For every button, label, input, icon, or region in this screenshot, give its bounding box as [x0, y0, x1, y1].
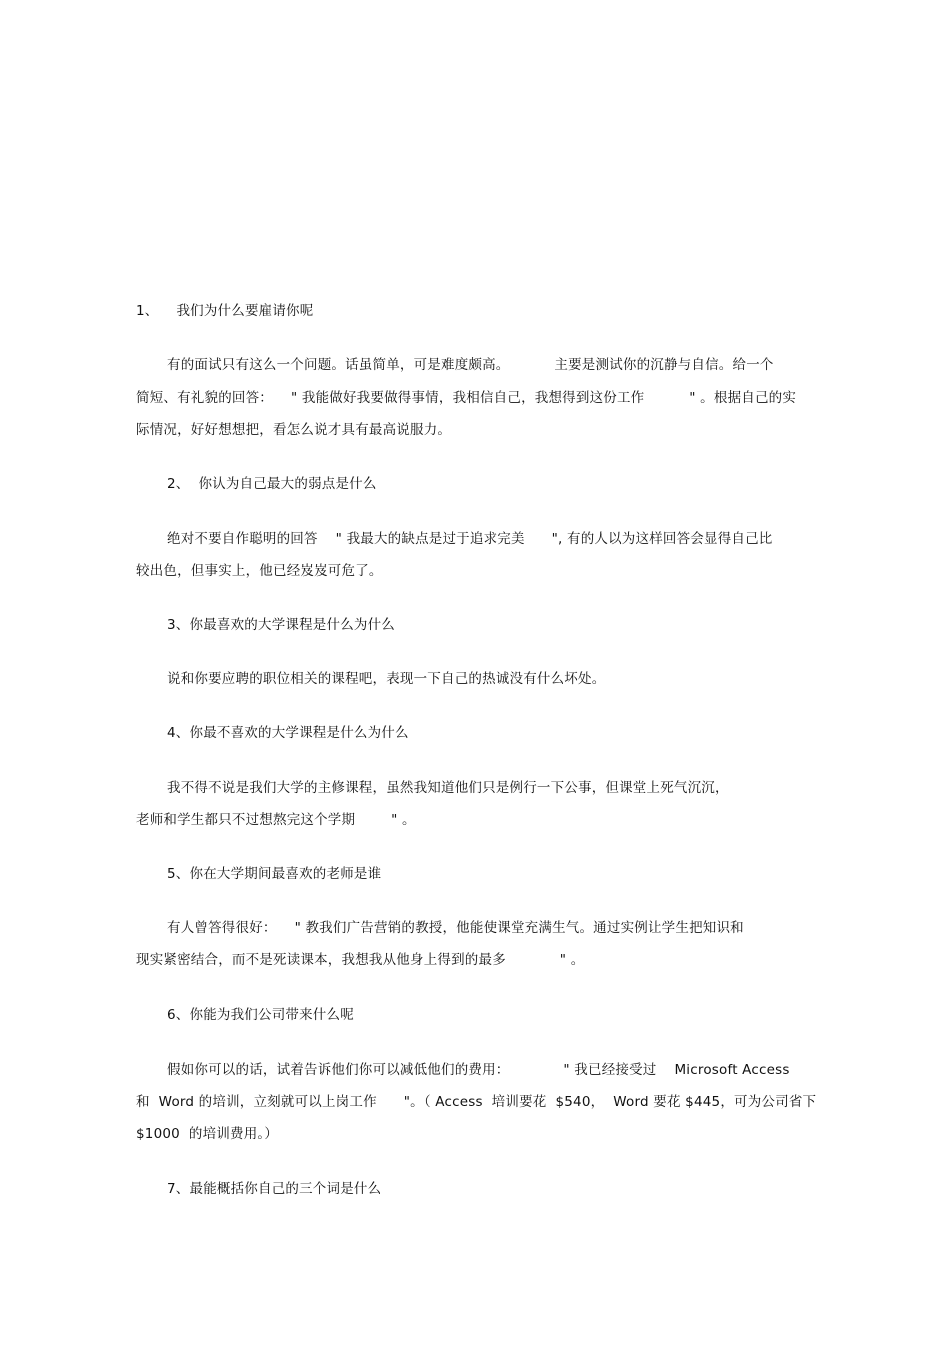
answer-3-line-1: 说和你要应聘的职位相关的课程吧，表现一下自己的热诚没有什么坏处。 — [167, 671, 606, 687]
answer-6-line-1: 假如你可以的话，试着告诉他们你可以减低他们的费用： " 我已经接受过 Microsoft Access — [167, 1062, 790, 1078]
answer-5-line-1: 有人曾答得很好： " 教我们广告营销的教授，他能使课堂充满生气。通过实例让学生把知识和 — [167, 920, 744, 936]
answer-1-line-2: 简短、有礼貌的回答： " 我能做好我要做得事情，我相信自己，我想得到这份工作 " 。根据自己的实 — [136, 390, 797, 406]
answer-1-line-3: 际情况，好好想想把，看怎么说才具有最高说服力。 — [136, 422, 452, 438]
answer-6-line-3: $1000 的培训费用。） — [136, 1126, 279, 1142]
question-5-heading: 5、你在大学期间最喜欢的老师是谁 — [167, 866, 382, 882]
question-7-heading: 7、最能概括你自己的三个词是什么 — [167, 1181, 382, 1197]
answer-4-line-1: 我不得不说是我们大学的主修课程，虽然我知道他们只是例行一下公事，但课堂上死气沉沉， — [167, 780, 729, 796]
answer-1-line-1: 有的面试只有这么一个问题。话虽简单，可是难度颇高。 主要是测试你的沉静与自信。给一个 — [167, 357, 774, 373]
answer-2-line-2: 较出色，但事实上，他已经岌岌可危了。 — [136, 563, 383, 579]
question-4-heading: 4、你最不喜欢的大学课程是什么为什么 — [167, 725, 409, 741]
question-6-heading: 6、你能为我们公司带来什么呢 — [167, 1007, 354, 1023]
answer-6-line-2: 和 Word 的培训，立刻就可以上岗工作 "。（ Access 培训要花 $540， Word 要花 $445，可为公司省下 — [136, 1094, 817, 1110]
answer-2-line-1: 绝对不要自作聪明的回答 " 我最大的缺点是过于追求完美 ", 有的人以为这样回答会显得自己比 — [167, 531, 773, 547]
question-3-heading: 3、你最喜欢的大学课程是什么为什么 — [167, 617, 395, 633]
answer-5-line-2: 现实紧密结合，而不是死读课本，我想我从他身上得到的最多 " 。 — [136, 952, 585, 968]
question-2-heading: 2、 你认为自己最大的弱点是什么 — [167, 476, 377, 492]
answer-4-line-2: 老师和学生都只不过想熬完这个学期 " 。 — [136, 812, 416, 828]
question-1-heading: 1、 我们为什么要雇请你呢 — [136, 303, 314, 319]
